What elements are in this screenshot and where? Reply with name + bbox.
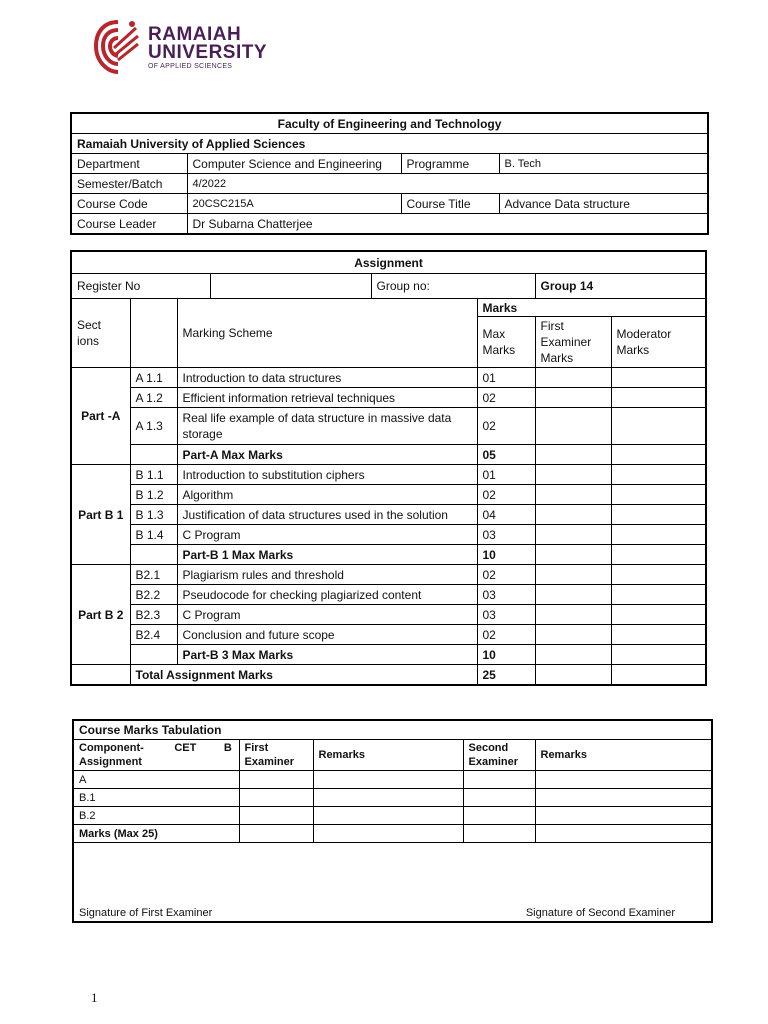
row-code: B 1.2 [130, 485, 177, 505]
row-max-marks: 02 [477, 565, 535, 585]
row-max-marks: 01 [477, 368, 535, 388]
row-description: C Program [177, 605, 477, 625]
university-emblem-icon [94, 18, 142, 76]
second-examiner-col-header: Second Examiner [463, 740, 535, 771]
department-label: Department [71, 154, 187, 174]
row-first-examiner-cell[interactable] [535, 485, 611, 505]
max-marks-header: Max Marks [477, 317, 535, 368]
programme-value: B. Tech [499, 154, 708, 174]
blank-cell [535, 545, 611, 565]
total-value: 25 [477, 665, 535, 686]
faculty-heading: Faculty of Engineering and Technology [71, 113, 708, 134]
blank-cell [611, 645, 706, 665]
row-code: B 1.3 [130, 505, 177, 525]
total-label: Total Assignment Marks [130, 665, 477, 686]
row-moderator-cell[interactable] [611, 605, 706, 625]
university-name: Ramaiah University of Applied Sciences [71, 134, 708, 154]
register-value[interactable] [210, 274, 371, 299]
sections-header: Sect ions [71, 299, 130, 368]
row-moderator-cell[interactable] [611, 465, 706, 485]
row-code: B2.3 [130, 605, 177, 625]
group-value: Group 14 [535, 274, 706, 299]
part-a-total-label: Part-A Max Marks [177, 445, 477, 465]
row-first-examiner-cell[interactable] [535, 465, 611, 485]
first-examiner-col-header: First Examiner [239, 740, 313, 771]
blank-cell [130, 645, 177, 665]
entry-cell[interactable] [463, 825, 535, 843]
part-b1-total-label: Part-B 1 Max Marks [177, 545, 477, 565]
entry-cell[interactable] [463, 771, 535, 789]
entry-cell[interactable] [535, 807, 712, 825]
course-leader-label: Course Leader [71, 214, 187, 235]
row-moderator-cell[interactable] [611, 625, 706, 645]
row-max-marks: 03 [477, 585, 535, 605]
group-label: Group no: [371, 274, 535, 299]
part-a-total: 05 [477, 445, 535, 465]
register-label: Register No [71, 274, 210, 299]
assignment-title: Assignment [71, 251, 706, 274]
blank-header-cell [130, 299, 177, 368]
blank-cell [130, 445, 177, 465]
blank-cell [71, 665, 130, 686]
logo-line-1: RAMAIAH [148, 24, 242, 45]
row-description: Introduction to data structures [177, 368, 477, 388]
entry-cell[interactable] [239, 789, 313, 807]
marks-max-label: Marks (Max 25) [73, 825, 239, 843]
row-code: B 1.1 [130, 465, 177, 485]
row-max-marks: 04 [477, 505, 535, 525]
entry-cell[interactable] [239, 771, 313, 789]
part-b2-total: 10 [477, 645, 535, 665]
entry-cell[interactable] [535, 789, 712, 807]
course-title-value: Advance Data structure [499, 194, 708, 214]
page-number: 1 [91, 990, 98, 1005]
component-a: A [73, 771, 239, 789]
marks-header: Marks [477, 299, 706, 317]
tabulation-title: Course Marks Tabulation [73, 720, 712, 740]
blank-cell [130, 545, 177, 565]
entry-cell[interactable] [535, 771, 712, 789]
row-first-examiner-cell[interactable] [535, 625, 611, 645]
row-moderator-cell[interactable] [611, 565, 706, 585]
remarks-2-header: Remarks [535, 740, 712, 771]
entry-cell[interactable] [239, 825, 313, 843]
logo-line-2: UNIVERSITY [148, 42, 268, 63]
row-code: B2.2 [130, 585, 177, 605]
row-moderator-cell[interactable] [611, 485, 706, 505]
row-max-marks: 02 [477, 625, 535, 645]
part-b1-label: Part B 1 [71, 465, 130, 565]
row-first-examiner-cell[interactable] [535, 408, 611, 445]
row-code: A 1.1 [130, 368, 177, 388]
entry-cell[interactable] [239, 807, 313, 825]
signature-area [73, 843, 712, 923]
row-first-examiner-cell[interactable] [535, 565, 611, 585]
department-value: Computer Science and Engineering [187, 154, 401, 174]
logo-line-3: OF APPLIED SCIENCES [148, 63, 233, 70]
tabulation-table [72, 719, 713, 923]
row-first-examiner-cell[interactable] [535, 605, 611, 625]
row-moderator-cell[interactable] [611, 368, 706, 388]
entry-cell[interactable] [463, 789, 535, 807]
row-first-examiner-cell[interactable] [535, 525, 611, 545]
part-b2-total-label: Part-B 3 Max Marks [177, 645, 477, 665]
row-first-examiner-cell[interactable] [535, 388, 611, 408]
row-moderator-cell[interactable] [611, 585, 706, 605]
entry-cell[interactable] [313, 825, 463, 843]
entry-cell[interactable] [463, 807, 535, 825]
row-description: C Program [177, 525, 477, 545]
course-title-label: Course Title [401, 194, 499, 214]
assignment-table [70, 250, 707, 686]
row-description: Plagiarism rules and threshold [177, 565, 477, 585]
row-max-marks: 02 [477, 408, 535, 445]
entry-cell[interactable] [313, 789, 463, 807]
entry-cell[interactable] [313, 771, 463, 789]
second-examiner-signature: Signature of Second Examiner [525, 907, 676, 919]
blank-cell [611, 665, 706, 686]
remarks-1-header: Remarks [313, 740, 463, 771]
part-b2-label: Part B 2 [71, 565, 130, 665]
row-max-marks: 03 [477, 525, 535, 545]
course-code-label: Course Code [71, 194, 187, 214]
programme-label: Programme [401, 154, 499, 174]
row-code: A 1.3 [130, 408, 177, 445]
course-info-table [70, 112, 709, 235]
component-b1: B.1 [73, 789, 239, 807]
row-moderator-cell[interactable] [611, 525, 706, 545]
row-moderator-cell[interactable] [611, 388, 706, 408]
blank-cell [611, 545, 706, 565]
row-description: Algorithm [177, 485, 477, 505]
entry-cell[interactable] [313, 807, 463, 825]
first-examiner-header: First Examiner Marks [535, 317, 611, 368]
row-description: Real life example of data structure in massive data storage [177, 408, 477, 445]
row-description: Pseudocode for checking plagiarized content [177, 585, 477, 605]
row-description: Efficient information retrieval techniques [177, 388, 477, 408]
row-code: B2.1 [130, 565, 177, 585]
row-max-marks: 01 [477, 465, 535, 485]
row-moderator-cell[interactable] [611, 505, 706, 525]
row-code: B2.4 [130, 625, 177, 645]
moderator-header: Moderator Marks [611, 317, 706, 368]
course-code-value: 20CSC215A [187, 194, 401, 214]
component-header: Component- CET B Assignment [73, 740, 239, 771]
semester-value: 4/2022 [187, 174, 708, 194]
row-max-marks: 03 [477, 605, 535, 625]
first-examiner-signature: Signature of First Examiner [79, 907, 213, 919]
course-leader-value: Dr Subarna Chatterjee [187, 214, 708, 235]
row-first-examiner-cell[interactable] [535, 368, 611, 388]
row-code: A 1.2 [130, 388, 177, 408]
row-description: Conclusion and future scope [177, 625, 477, 645]
part-b1-total: 10 [477, 545, 535, 565]
row-code: B 1.4 [130, 525, 177, 545]
row-max-marks: 02 [477, 485, 535, 505]
university-logo [94, 18, 269, 78]
blank-cell [611, 445, 706, 465]
row-description: Justification of data structures used in the solution [177, 505, 477, 525]
row-description: Introduction to substitution ciphers [177, 465, 477, 485]
component-b2: B.2 [73, 807, 239, 825]
blank-cell [535, 445, 611, 465]
row-first-examiner-cell[interactable] [535, 505, 611, 525]
entry-cell[interactable] [535, 825, 712, 843]
row-max-marks: 02 [477, 388, 535, 408]
part-a-label: Part -A [71, 368, 130, 465]
row-first-examiner-cell[interactable] [535, 585, 611, 605]
semester-label: Semester/Batch [71, 174, 187, 194]
blank-cell [535, 645, 611, 665]
row-moderator-cell[interactable] [611, 408, 706, 445]
marking-scheme-header: Marking Scheme [177, 299, 477, 368]
blank-cell [535, 665, 611, 686]
